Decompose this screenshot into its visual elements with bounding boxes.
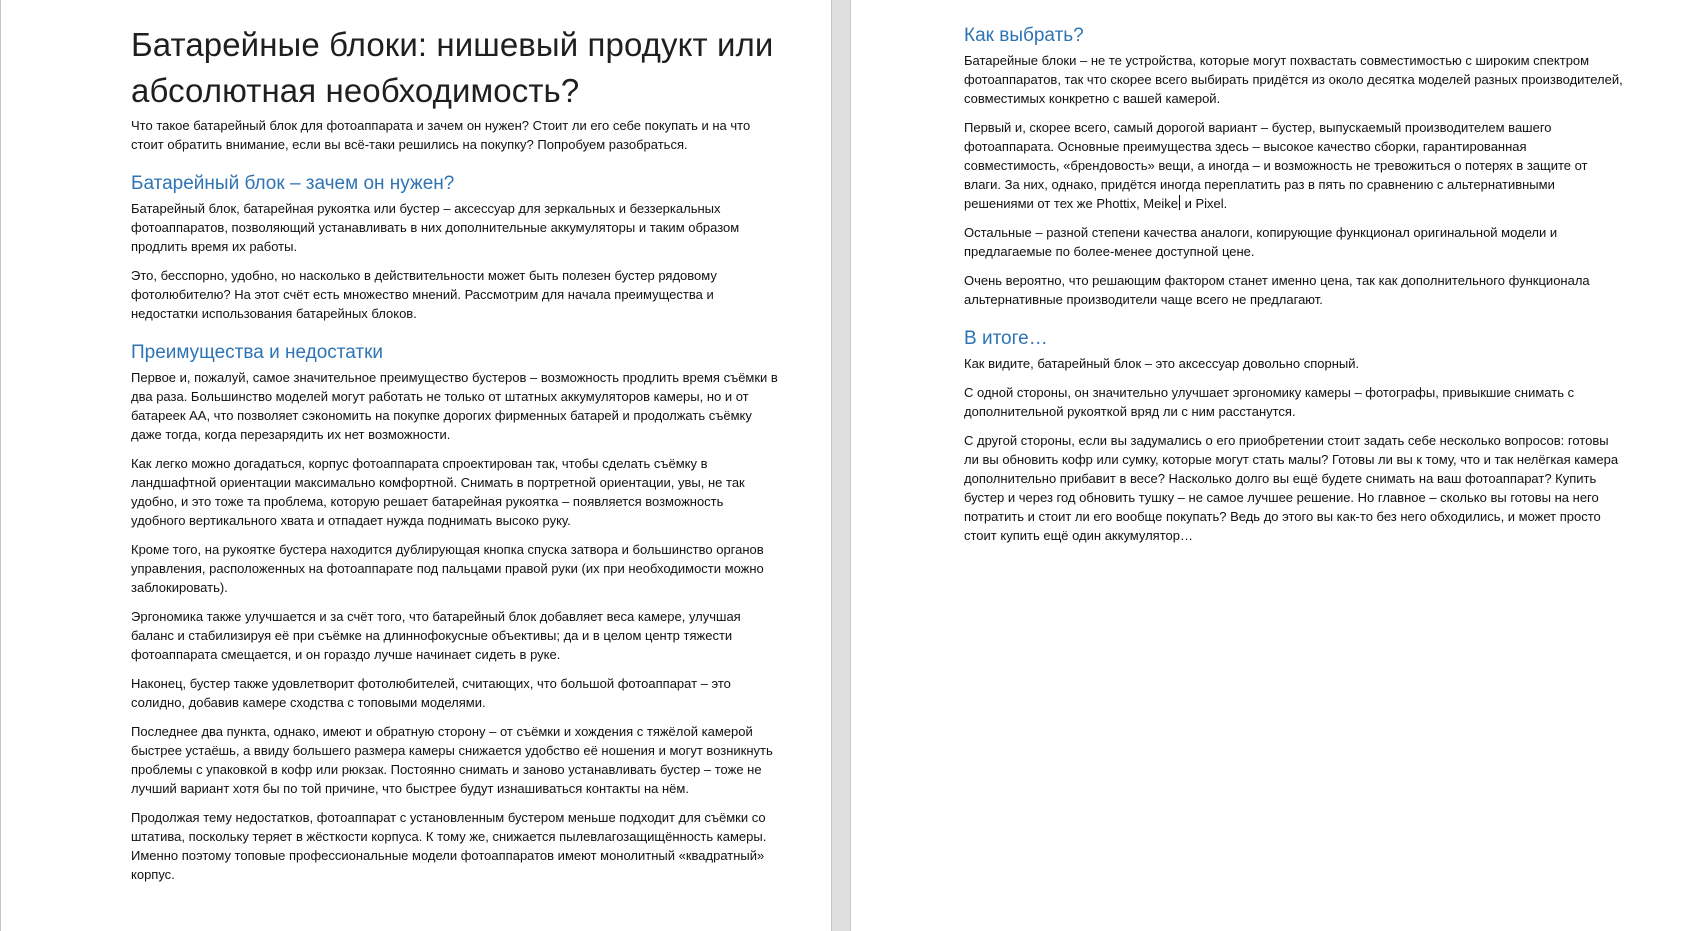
section-heading-conclusion: В итоге…	[964, 328, 1048, 349]
document-page-1[interactable]	[0, 0, 832, 931]
page-1-content	[131, 0, 781, 894]
page-2-content	[964, 0, 1624, 555]
paragraph-with-cursor	[964, 118, 1624, 213]
section-heading-why: Батарейный блок – зачем он нужен?	[131, 173, 455, 194]
paragraph: Кроме того, на рукоятке бустера находится дублирующая кнопка спуска затвора и большинство органов управления, расположенных на фотоаппарате под пальцами правой руки (их при необходимости можно заблокировать).	[131, 542, 764, 595]
document-page-2[interactable]	[850, 0, 1684, 931]
paragraph: Эргономика также улучшается и за счёт того, что батарейный блок добавляет веса камере, улучшая баланс и стабилизируя её при съёмке на длиннофокусные объективы; да и в целом центр тяжести фотоаппарата смещается, и он гораздо лучше начинает сидеть в руке.	[131, 609, 741, 662]
text-cursor	[1179, 195, 1180, 210]
paragraph: Батарейные блоки – не те устройства, которые могут похвастать совместимостью с широким спектром фотоаппаратов, так что скорее всего выбирать придётся из около десятка моделей разных производителей, совместимых конкретно с вашей камерой.	[964, 53, 1623, 106]
paragraph: Очень вероятно, что решающим фактором станет именно цена, так как дополнительного функционала альтернативные производители чаще всего не предлагают.	[964, 273, 1590, 307]
section-heading-how-to-choose: Как выбрать?	[964, 25, 1084, 46]
paragraph: С одной стороны, он значительно улучшает эргономику камеры – фотографы, привыкшие снимать с дополнительной рукояткой вряд ли с ним расстанутся.	[964, 385, 1575, 419]
paragraph: Наконец, бустер также удовлетворит фотолюбителей, считающих, что большой фотоаппарат – это солидно, добавив камере сходства с топовыми моделями.	[131, 676, 731, 710]
paragraph: Батарейный блок, батарейная рукоятка или бустер – аксессуар для зеркальных и беззеркальных фотоаппаратов, позволяющий устанавливать в них дополнительные аккумуляторы и таким образом продлить время их работы.	[131, 201, 740, 254]
paragraph: С другой стороны, если вы задумались о его приобретении стоит задать себе несколько вопросов: готовы ли вы обновить кофр или сумку, которые могут стать малы? Готовы ли вы к тому, что и так нелёгкая камера дополнительно прибавит в весе? Насколько долго вы ещё будете снимать на ваш фотоаппарат? Купить бустер и через год обновить тушку – не самое лучшее решение. Но главное – сколько вы готовы на него потратить и стоит ли его вообще покупать? Ведь до этого вы как-то без него обходились, и может просто стоит купить ещё один аккумулятор…	[964, 433, 1619, 543]
paragraph: Остальные – разной степени качества аналоги, копирующие функционал оригинальной модели и предлагаемые по более-менее доступной цене.	[964, 225, 1558, 259]
section-heading-pros-cons: Преимущества и недостатки	[131, 342, 384, 363]
paragraph-text: Первый и, скорее всего, самый дорогой вариант – бустер, выпускаемый производителем вашего фотоаппарата. Основные преимущества здесь – высокое качество сборки, гарантированная совместимость, «брендовость» вещи, а иногда – и возможность не тревожиться о потерях в защите от влаги. За них, однако, придётся иногда переплатить раз в пять по сравнению с альтернативными решениями от тех же Phottix, Meike	[964, 120, 1588, 211]
paragraph: Это, бесспорно, удобно, но насколько в действительности может быть полезен бустер рядовому фотолюбителю? На этот счёт есть множество мнений. Рассмотрим для начала преимущества и недостатки использования батарейных блоков.	[131, 268, 717, 321]
intro-paragraph: Что такое батарейный блок для фотоаппарата и зачем он нужен? Стоит ли его себе покупать и на что стоит обратить внимание, если вы всё-таки решились на покупку? Попробуем разобраться.	[131, 118, 751, 152]
paragraph: Последнее два пункта, однако, имеют и обратную сторону – от съёмки и хождения с тяжёлой камерой быстрее устаёшь, а ввиду большего размера камеры снижается удобство её ношения и могут возникнуть проблемы с упаковкой в кофр или рюкзак. Постоянно снимать и заново устанавливать бустер – тоже не лучший вариант хотя бы по той причине, что быстрее будут изнашиваться контакты на нём.	[131, 724, 773, 796]
document-title: Батарейные блоки: нишевый продукт или абсолютная необходимость?	[131, 26, 774, 109]
paragraph: Как видите, батарейный блок – это аксессуар довольно спорный.	[964, 356, 1360, 371]
paragraph: Как легко можно догадаться, корпус фотоаппарата спроектирован так, чтобы сделать съёмку в ландшафтной ориентации максимально комфортной. Снимать в портретной ориентации, увы, не так удобно, и это тоже та проблема, которую решает батарейная рукоятка – появляется возможность удобного вертикального хвата и отпадает нужда поднимать высоко руку.	[131, 456, 745, 528]
paragraph-text: и Pixel.	[1180, 196, 1228, 211]
paragraph: Первое и, пожалуй, самое значительное преимущество бустеров – возможность продлить время съёмки в два раза. Большинство моделей могут работать не только от штатных аккумуляторов камеры, но и от батареек АА, что позволяет сэкономить на покупке дорогих фирменных батарей и продолжать съёмку даже тогда, когда перезарядить их нет возможности.	[131, 370, 778, 442]
paragraph: Продолжая тему недостатков, фотоаппарат с установленным бустером меньше подходит для съёмки со штатива, поскольку теряет в жёсткости корпуса. К тому же, снижается пылевлагозащищённость камеры. Именно поэтому топовые профессиональные модели фотоаппаратов имеют монолитный «квадратный» корпус.	[131, 810, 767, 882]
